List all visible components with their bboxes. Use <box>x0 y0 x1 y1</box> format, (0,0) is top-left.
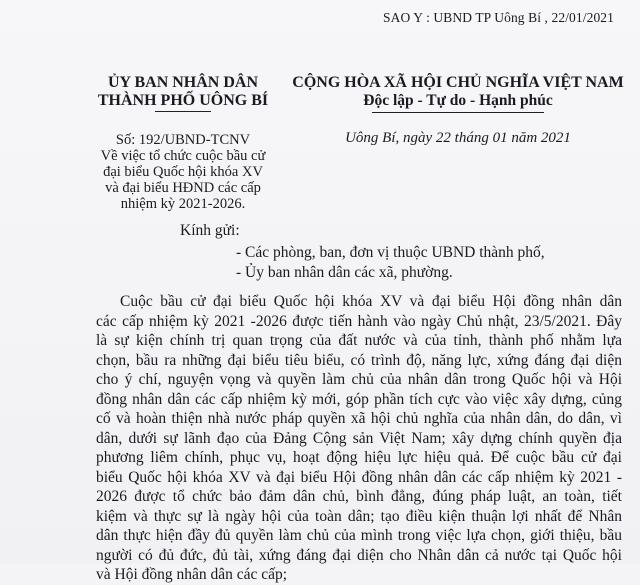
body-line: 2026 được tổ chức bảo đảm dân chủ, bình đẳng, đúng pháp luật, an toàn, tiết <box>96 488 622 505</box>
place-date: Uông Bí, ngày 22 tháng 01 năm 2021 <box>345 130 571 146</box>
body-line: dân, dưới sự lãnh đạo của Đảng Cộng sản Việt Nam; xây dựng chính quyền địa <box>96 429 622 447</box>
recipients-block <box>180 221 545 283</box>
document-number: Số: 192/UBND-TCNV <box>115 132 251 148</box>
body-line: và Hội đồng nhân dân các cấp; <box>96 566 288 583</box>
body-line: kiệm và thực sự là ngày hội của toàn dân; tạo điều kiện thuận lợi nhất để Nhân <box>96 507 622 525</box>
body-line: dân thực hiện đầy đủ quyền làm chủ của mình trong việc lựa chọn, giới thiệu, bầu <box>96 527 622 544</box>
body-line: người có đủ đức, đủ tài, xứng đáng đại diện cho Nhân dân cả nước tại Quốc hội <box>96 546 622 564</box>
copy-stamp: SAO Y : UBND TP Uông Bí , 22/01/2021 <box>383 10 614 25</box>
body-line: biểu Quốc hội khóa XV và đại biểu Hội đồng nhân dân các cấp nhiệm kỳ 2021 - <box>96 468 622 486</box>
body-paragraph <box>96 292 622 585</box>
motto-underline <box>372 112 544 113</box>
subject-line: nhiệm kỳ 2021-2026. <box>120 196 246 212</box>
recipient-item: - Ủy ban nhân dân các xã, phường. <box>236 264 453 281</box>
body-line: các cấp nhiệm kỳ 2021 -2026 được tiến hành vào ngày Chủ nhật, 23/5/2021. Đây <box>96 312 622 330</box>
recipient-item: - Các phòng, ban, đơn vị thuộc UBND thành phố, <box>236 244 545 261</box>
body-line: đồng nhân dân các cấp nhiệm kỳ mới, góp phần tích cực vào việc xây dựng, củng <box>96 390 622 408</box>
body-line: Cuộc bầu cử đại biểu Quốc hội khóa XV và đại biểu Hội đồng nhân dân <box>120 293 622 310</box>
recipients-label: Kính gửi: <box>180 222 240 239</box>
body-line: chọn, bầu ra những đại biểu tiêu biểu, có trình độ, năng lực, xứng đáng đại diện <box>96 351 622 369</box>
body-line: phương liêm chính, phục vụ, hoạt động hiệu lực hiệu quả. Để cuộc bầu cử đại <box>96 449 622 466</box>
subject-line: đại biểu Quốc hội khóa XV <box>103 164 263 180</box>
national-header-block <box>290 74 626 147</box>
subject-line: và đại biểu HĐND các cấp <box>105 180 261 196</box>
org-name-line2: THÀNH PHỐ UÔNG BÍ <box>97 92 269 109</box>
body-line: là sự kiện chính trị quan trọng của đất nước và của tỉnh, thành phố nhằm lựa <box>96 332 622 349</box>
org-underline <box>155 111 211 112</box>
body-line: cố và hoàn thiện nhà nước pháp quyền xã hội chủ nghĩa của nhân dân, do dân, vì <box>96 410 622 427</box>
nation-title: CỘNG HÒA XÃ HỘI CHỦ NGHĨA VIỆT NAM <box>292 74 624 91</box>
org-name-line1: ỦY BAN NHÂN DÂN <box>107 74 259 91</box>
body-line: cho ý chí, nguyện vọng và quyền làm chủ của nhân dân trong Quốc hội và Hội <box>96 371 622 388</box>
subject-line: Về việc tổ chức cuộc bầu cử <box>100 148 266 164</box>
issuing-authority-block <box>88 74 278 212</box>
national-motto: Độc lập - Tự do - Hạnh phúc <box>363 92 553 109</box>
